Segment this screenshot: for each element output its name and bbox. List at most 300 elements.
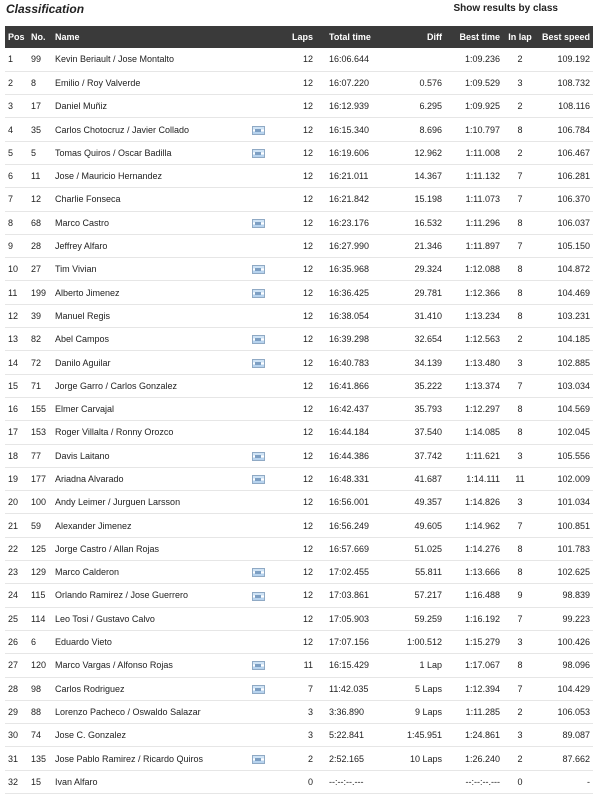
best-time-cell: 1:11.897 — [465, 241, 500, 252]
best-time-cell: 1:11.073 — [465, 194, 500, 205]
best-time-cell: 1:14.276 — [464, 543, 500, 554]
best-speed-cell: 105.150 — [557, 241, 590, 252]
table-row[interactable] — [5, 561, 593, 584]
best-time-cell: 1:14.826 — [464, 497, 500, 508]
diff-cell: 34.139 — [414, 357, 442, 368]
driver-name-cell: Alberto Jimenez — [55, 287, 120, 298]
in-lap-cell: 3 — [517, 497, 523, 508]
position-cell: 14 — [8, 357, 19, 368]
position-cell: 26 — [8, 637, 19, 648]
table-row[interactable] — [5, 421, 593, 444]
total-time-cell: 16:40.783 — [329, 357, 370, 368]
flag-icon — [252, 359, 265, 368]
table-row[interactable] — [5, 164, 593, 187]
flag-cell — [243, 258, 273, 281]
table-row[interactable] — [5, 444, 593, 467]
table-row[interactable] — [5, 677, 593, 700]
flag-icon — [252, 219, 265, 228]
driver-name-cell: Danilo Aguilar — [55, 357, 111, 368]
in-lap-cell: 11 — [515, 473, 525, 484]
best-speed-cell: 87.662 — [562, 753, 590, 764]
in-lap-cell: 8 — [517, 543, 523, 554]
table-row[interactable] — [5, 654, 593, 677]
flag-cell — [243, 211, 273, 234]
diff-cell: 29.324 — [414, 264, 442, 275]
column-header-pos[interactable]: Pos — [8, 32, 25, 42]
car-number-cell: 12 — [31, 194, 42, 205]
flag-icon — [252, 452, 265, 461]
best-speed-cell: 100.426 — [557, 637, 590, 648]
column-header-best-time[interactable]: Best time — [459, 32, 500, 42]
in-lap-cell: 2 — [517, 706, 523, 717]
best-time-cell: 1:13.234 — [464, 310, 500, 321]
laps-cell: 0 — [307, 776, 313, 787]
driver-name-cell: Jeffrey Alfaro — [55, 241, 108, 252]
best-speed-cell: 106.037 — [557, 217, 590, 228]
total-time-cell: --:--:--.--- — [329, 776, 364, 787]
flag-cell — [243, 747, 273, 770]
table-row[interactable] — [5, 211, 593, 234]
table-row[interactable] — [5, 95, 593, 118]
car-number-cell: 125 — [31, 543, 47, 554]
position-cell: 29 — [8, 706, 19, 717]
laps-cell: 12 — [302, 497, 313, 508]
laps-cell: 12 — [302, 543, 313, 554]
diff-cell: 49.357 — [414, 497, 442, 508]
total-time-cell: 16:19.606 — [329, 147, 370, 158]
position-cell: 31 — [8, 753, 19, 764]
table-row[interactable] — [5, 141, 593, 164]
table-row[interactable] — [5, 328, 593, 351]
total-time-cell: 16:27.990 — [329, 241, 370, 252]
diff-cell — [397, 770, 442, 793]
driver-name-cell: Manuel Regis — [55, 310, 111, 321]
best-time-cell: 1:26.240 — [464, 753, 500, 764]
diff-cell: 16.532 — [414, 217, 442, 228]
column-header-diff[interactable]: Diff — [427, 32, 442, 42]
in-lap-cell: 2 — [517, 753, 523, 764]
column-header-no[interactable]: No. — [31, 32, 46, 42]
total-time-cell: 17:03.861 — [329, 590, 370, 601]
driver-name-cell: Tim Vivian — [55, 264, 97, 275]
driver-name-cell: Daniel Muñiz — [55, 101, 108, 112]
flag-cell — [243, 351, 273, 374]
in-lap-cell: 3 — [517, 730, 523, 741]
total-time-cell: 2:52.165 — [329, 753, 365, 764]
flag-cell — [243, 328, 273, 351]
flag-icon — [252, 685, 265, 694]
flag-icon — [252, 149, 265, 158]
total-time-cell: 16:15.429 — [329, 660, 370, 671]
laps-cell: 11 — [303, 660, 313, 671]
laps-cell: 12 — [302, 194, 313, 205]
flag-icon — [252, 265, 265, 274]
driver-name-cell: Kevin Beriault / Jose Montalto — [55, 54, 175, 65]
total-time-cell: 16:56.249 — [329, 520, 370, 531]
in-lap-cell: 3 — [517, 77, 523, 88]
in-lap-cell: 8 — [517, 404, 523, 415]
diff-cell: 8.696 — [419, 124, 442, 135]
best-speed-cell: 102.885 — [557, 357, 590, 368]
table-row[interactable] — [5, 374, 593, 397]
car-number-cell: 6 — [31, 637, 37, 648]
position-cell: 15 — [8, 380, 19, 391]
flag-icon — [252, 335, 265, 344]
in-lap-cell: 7 — [517, 380, 523, 391]
driver-name-cell: Andy Leimer / Jurguen Larsson — [55, 497, 181, 508]
position-cell: 16 — [8, 404, 19, 415]
diff-cell: 31.410 — [414, 310, 442, 321]
best-speed-cell: 89.087 — [562, 730, 590, 741]
position-cell: 12 — [8, 310, 19, 321]
total-time-cell: 16:07.220 — [329, 77, 370, 88]
show-results-by-class-link[interactable]: Show results by class — [453, 3, 558, 14]
best-time-cell: 1:17.067 — [464, 660, 500, 671]
flag-icon — [252, 568, 265, 577]
column-header-total-time[interactable]: Total time — [329, 32, 371, 42]
best-speed-cell: 108.116 — [558, 101, 590, 112]
car-number-cell: 71 — [31, 380, 42, 391]
driver-name-cell: Jose / Mauricio Hernandez — [55, 171, 163, 182]
in-lap-cell: 7 — [517, 171, 523, 182]
laps-cell: 12 — [302, 287, 313, 298]
flag-cell — [243, 118, 273, 141]
diff-cell: 6.295 — [419, 101, 442, 112]
laps-cell: 12 — [302, 380, 313, 391]
table-row[interactable] — [5, 48, 593, 71]
car-number-cell: 68 — [31, 217, 42, 228]
table-row[interactable] — [5, 747, 593, 770]
laps-cell: 12 — [302, 310, 313, 321]
position-cell: 5 — [8, 147, 14, 158]
driver-name-cell: Davis Laitano — [55, 450, 110, 461]
in-lap-cell: 2 — [517, 101, 523, 112]
table-row[interactable] — [5, 491, 593, 514]
best-speed-cell: 106.784 — [557, 124, 590, 135]
total-time-cell: 16:36.425 — [329, 287, 370, 298]
car-number-cell: 74 — [31, 730, 42, 741]
diff-cell: 41.687 — [414, 473, 442, 484]
flag-cell — [243, 48, 273, 71]
total-time-cell: 16:41.866 — [329, 380, 370, 391]
position-cell: 2 — [8, 77, 14, 88]
best-time-cell: 1:09.529 — [464, 77, 500, 88]
best-time-cell: 1:10.797 — [464, 124, 500, 135]
total-time-cell: 16:57.669 — [329, 543, 370, 554]
table-row[interactable] — [5, 700, 593, 723]
best-time-cell: 1:12.394 — [464, 683, 500, 694]
column-header-name[interactable]: Name — [55, 32, 80, 42]
laps-cell: 12 — [302, 101, 313, 112]
page-title: Classification — [6, 2, 85, 16]
car-number-cell: 120 — [31, 660, 47, 671]
car-number-cell: 11 — [31, 171, 41, 182]
car-number-cell: 199 — [31, 287, 47, 298]
best-speed-cell: 104.469 — [557, 287, 590, 298]
best-speed-cell: 103.034 — [557, 380, 590, 391]
total-time-cell: 17:07.156 — [329, 637, 370, 648]
driver-name-cell: Marco Vargas / Alfonso Rojas — [55, 660, 173, 671]
position-cell: 25 — [8, 613, 19, 624]
driver-name-cell: Tomas Quiros / Oscar Badilla — [55, 147, 172, 158]
car-number-cell: 99 — [31, 54, 42, 65]
diff-cell: 1:00.512 — [406, 637, 442, 648]
diff-cell: 15.198 — [414, 194, 442, 205]
laps-cell: 2 — [307, 753, 313, 764]
in-lap-cell: 7 — [517, 520, 523, 531]
position-cell: 7 — [8, 194, 14, 205]
best-speed-cell: 104.185 — [557, 334, 590, 345]
table-header-row — [5, 26, 593, 48]
laps-cell: 12 — [302, 77, 313, 88]
best-time-cell: 1:14.111 — [466, 473, 500, 484]
position-cell: 3 — [8, 101, 14, 112]
best-time-cell: 1:09.925 — [464, 101, 500, 112]
best-speed-cell: 99.223 — [562, 613, 590, 624]
table-row[interactable] — [5, 630, 593, 653]
laps-cell: 12 — [302, 590, 313, 601]
laps-cell: 12 — [302, 450, 313, 461]
column-header-laps[interactable]: Laps — [291, 32, 313, 42]
driver-name-cell: Carlos Rodriguez — [55, 683, 125, 694]
best-time-cell: 1:12.297 — [464, 404, 500, 415]
flag-cell — [243, 304, 273, 327]
position-cell: 19 — [8, 473, 19, 484]
car-number-cell: 114 — [31, 613, 46, 624]
best-speed-cell: 104.569 — [557, 404, 590, 415]
total-time-cell: 16:23.176 — [329, 217, 370, 228]
laps-cell: 7 — [307, 683, 313, 694]
driver-name-cell: Elmer Carvajal — [55, 404, 115, 415]
total-time-cell: 16:56.001 — [329, 497, 370, 508]
car-number-cell: 35 — [31, 124, 42, 135]
table-row[interactable] — [5, 71, 593, 94]
flag-cell — [243, 188, 273, 211]
position-cell: 4 — [8, 124, 14, 135]
driver-name-cell: Lorenzo Pacheco / Oswaldo Salazar — [55, 706, 201, 717]
diff-cell: 0.576 — [419, 77, 442, 88]
best-speed-cell: 102.009 — [557, 473, 590, 484]
diff-cell: 5 Laps — [414, 683, 442, 694]
position-cell: 23 — [8, 567, 19, 578]
flag-cell — [243, 374, 273, 397]
in-lap-cell: 8 — [517, 427, 523, 438]
driver-name-cell: Eduardo Vieto — [55, 637, 112, 648]
in-lap-cell: 3 — [517, 357, 523, 368]
best-time-cell: 1:09.236 — [464, 54, 500, 65]
table-row[interactable] — [5, 351, 593, 374]
total-time-cell: 16:48.331 — [329, 473, 370, 484]
car-number-cell: 177 — [31, 473, 47, 484]
in-lap-cell: 7 — [517, 194, 523, 205]
table-row[interactable] — [5, 537, 593, 560]
position-cell: 22 — [8, 543, 19, 554]
best-time-cell: 1:16.192 — [464, 613, 500, 624]
best-time-cell: 1:14.085 — [464, 427, 500, 438]
in-lap-cell: 8 — [517, 287, 523, 298]
position-cell: 27 — [8, 660, 19, 671]
laps-cell: 3 — [307, 730, 313, 741]
car-number-cell: 27 — [31, 264, 42, 275]
in-lap-cell: 3 — [517, 450, 523, 461]
laps-cell: 12 — [302, 217, 313, 228]
position-cell: 6 — [8, 171, 14, 182]
total-time-cell: 5:22.841 — [329, 730, 365, 741]
table-row[interactable] — [5, 514, 593, 537]
table-row[interactable] — [5, 188, 593, 211]
laps-cell: 12 — [302, 613, 313, 624]
table-row[interactable] — [5, 258, 593, 281]
laps-cell: 12 — [302, 637, 313, 648]
table-row[interactable] — [5, 770, 593, 793]
total-time-cell: 16:21.842 — [329, 194, 370, 205]
car-number-cell: 59 — [31, 520, 42, 531]
flag-cell — [243, 281, 273, 304]
total-time-cell: 17:02.455 — [329, 567, 370, 578]
laps-cell: 12 — [302, 473, 313, 484]
best-time-cell: 1:24.861 — [464, 730, 500, 741]
flag-cell — [243, 654, 273, 677]
flag-icon — [252, 592, 265, 601]
laps-cell: 12 — [302, 404, 313, 415]
best-time-cell: 1:11.008 — [465, 147, 500, 158]
best-speed-cell: 106.467 — [557, 147, 590, 158]
laps-cell: 12 — [302, 171, 313, 182]
flag-cell — [243, 514, 273, 537]
car-number-cell: 15 — [31, 776, 42, 787]
flag-cell — [243, 421, 273, 444]
best-speed-cell: 102.045 — [557, 427, 590, 438]
total-time-cell: 16:38.054 — [329, 310, 370, 321]
best-time-cell: --:--:--.--- — [465, 776, 500, 787]
table-row[interactable] — [5, 304, 593, 327]
table-row[interactable] — [5, 584, 593, 607]
driver-name-cell: Emilio / Roy Valverde — [55, 77, 141, 88]
flag-cell — [243, 397, 273, 420]
in-lap-cell: 8 — [517, 217, 523, 228]
best-time-cell: 1:11.285 — [465, 706, 500, 717]
flag-cell — [243, 584, 273, 607]
in-lap-cell: 8 — [517, 264, 523, 275]
best-time-cell: 1:16.488 — [464, 590, 500, 601]
laps-cell: 3 — [307, 706, 313, 717]
diff-cell: 35.222 — [414, 380, 442, 391]
best-speed-cell: 98.096 — [562, 660, 590, 671]
laps-cell: 12 — [302, 357, 313, 368]
best-speed-cell: 106.053 — [557, 706, 590, 717]
best-speed-cell: 108.732 — [557, 77, 590, 88]
table-row[interactable] — [5, 607, 593, 630]
position-cell: 30 — [8, 730, 19, 741]
total-time-cell: 16:44.386 — [329, 450, 370, 461]
classification-header — [0, 0, 566, 22]
diff-cell: 51.025 — [414, 543, 442, 554]
diff-cell: 1:45.951 — [406, 730, 442, 741]
table-row[interactable] — [5, 467, 593, 490]
table-row[interactable] — [5, 281, 593, 304]
table-row[interactable] — [5, 397, 593, 420]
flag-cell — [243, 561, 273, 584]
best-time-cell: 1:13.666 — [464, 567, 500, 578]
in-lap-cell: 2 — [517, 334, 523, 345]
position-cell: 13 — [8, 334, 19, 345]
driver-name-cell: Leo Tosi / Gustavo Calvo — [55, 613, 155, 624]
total-time-cell: 17:05.903 — [329, 613, 370, 624]
flag-cell — [243, 234, 273, 257]
in-lap-cell: 2 — [517, 54, 523, 65]
driver-name-cell: Charlie Fonseca — [55, 194, 121, 205]
column-header-best-speed[interactable]: Best speed — [541, 32, 590, 42]
driver-name-cell: Orlando Ramirez / Jose Guerrero — [55, 590, 189, 601]
in-lap-cell: 8 — [517, 660, 523, 671]
car-number-cell: 28 — [31, 241, 42, 252]
diff-cell: 57.217 — [414, 590, 442, 601]
car-number-cell: 129 — [31, 567, 47, 578]
diff-cell: 37.742 — [414, 450, 442, 461]
driver-name-cell: Jorge Garro / Carlos Gonzalez — [55, 380, 178, 391]
best-speed-cell: 106.370 — [557, 194, 590, 205]
diff-cell: 21.346 — [414, 241, 442, 252]
in-lap-cell: 7 — [517, 241, 523, 252]
in-lap-cell: 3 — [517, 637, 523, 648]
car-number-cell: 115 — [31, 590, 46, 601]
driver-name-cell: Alexander Jimenez — [55, 520, 132, 531]
diff-cell: 9 Laps — [414, 706, 442, 717]
flag-cell — [243, 71, 273, 94]
best-time-cell: 1:11.296 — [465, 217, 500, 228]
car-number-cell: 72 — [31, 357, 42, 368]
total-time-cell: 16:21.011 — [329, 171, 369, 182]
column-header-in-lap[interactable]: In lap — [508, 32, 532, 42]
laps-cell: 12 — [302, 54, 313, 65]
best-time-cell: 1:12.088 — [464, 264, 500, 275]
best-speed-cell: 101.783 — [557, 543, 590, 554]
diff-cell: 14.367 — [414, 171, 442, 182]
in-lap-cell: 8 — [517, 124, 523, 135]
in-lap-cell: 7 — [517, 683, 523, 694]
car-number-cell: 88 — [31, 706, 42, 717]
best-speed-cell: 103.231 — [557, 310, 590, 321]
total-time-cell: 16:44.184 — [329, 427, 370, 438]
position-cell: 10 — [8, 264, 19, 275]
table-row[interactable] — [5, 724, 593, 747]
flag-cell — [243, 677, 273, 700]
flag-icon — [252, 126, 265, 135]
best-speed-cell: 104.429 — [557, 683, 590, 694]
best-time-cell: 1:14.962 — [464, 520, 500, 531]
in-lap-cell: 8 — [517, 567, 523, 578]
flag-cell — [243, 607, 273, 630]
driver-name-cell: Jose Pablo Ramirez / Ricardo Quiros — [55, 753, 204, 764]
in-lap-cell: 2 — [517, 147, 523, 158]
diff-cell: 35.793 — [414, 404, 442, 415]
total-time-cell: 16:06.644 — [329, 54, 370, 65]
table-row[interactable] — [5, 234, 593, 257]
flag-cell — [243, 770, 273, 793]
diff-cell: 59.259 — [414, 613, 442, 624]
classification-rows — [5, 48, 593, 794]
best-speed-cell: - — [587, 776, 590, 787]
flag-cell — [243, 141, 273, 164]
best-speed-cell: 98.839 — [562, 590, 590, 601]
laps-cell: 12 — [302, 520, 313, 531]
diff-cell: 32.654 — [414, 334, 442, 345]
total-time-cell: 3:36.890 — [329, 706, 365, 717]
laps-cell: 12 — [302, 334, 313, 345]
table-row[interactable] — [5, 118, 593, 141]
flag-cell — [243, 537, 273, 560]
car-number-cell: 135 — [31, 753, 47, 764]
